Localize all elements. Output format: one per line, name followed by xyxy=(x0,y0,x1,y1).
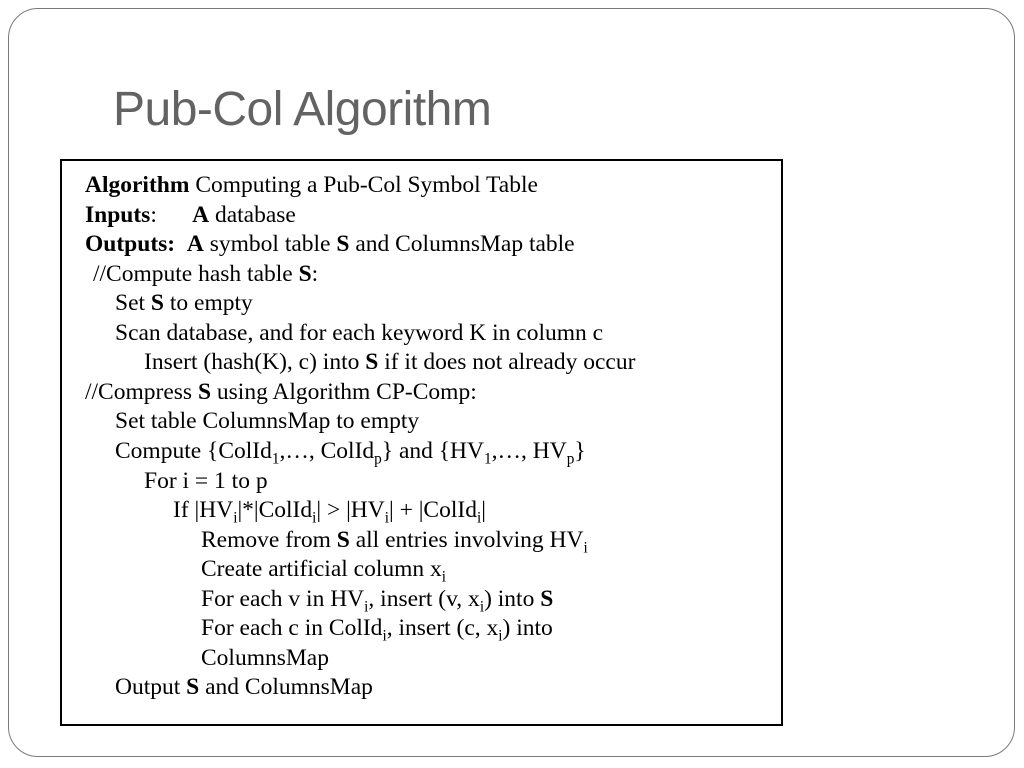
algo-comment-compute: //Compute hash table S: xyxy=(93,261,319,287)
algo-outputs-line: Outputs: A symbol table S and ColumnsMap table xyxy=(85,231,575,257)
algo-create-column-line: Create artificial column $x_i$ xyxy=(201,556,447,586)
algo-set-table-line: Set table ColumnsMap to empty xyxy=(115,408,420,434)
algo-if-line: If $|HV_i|*|ColId_i| > |HV_i|$ + |ColId$_i$| xyxy=(173,497,486,527)
algo-columnsmap-line: ColumnsMap xyxy=(201,645,329,671)
slide-title: Pub-Col Algorithm xyxy=(113,83,492,136)
algo-compute-line: Compute {ColId$_1$,…, ColId$_p$} and {$HV_1,\dots$, $HV_p$} xyxy=(115,438,586,468)
algo-set-s-line: Set S to empty xyxy=(115,290,253,316)
algo-insert-line: Insert (hash(K), c) into S if it does not already occur xyxy=(144,349,636,375)
algo-for-each-c-line: For each c in ColId$_i$, insert (c, $x_i$) into xyxy=(201,615,553,645)
algo-comment-compress: //Compress S using Algorithm CP-Comp: xyxy=(85,379,477,405)
algo-header-line: Algorithm Computing a Pub-Col Symbol Table xyxy=(85,172,538,198)
algo-output-line: Output S and ColumnsMap xyxy=(115,674,373,700)
algo-for-each-v-line: For each v in $HV_i$, insert (v, $x_i$) into S xyxy=(201,586,554,616)
algo-inputs-line: Inputs: A database xyxy=(85,202,296,228)
algo-for-loop-line: For i = 1 to p xyxy=(144,468,268,494)
algo-scan-line: Scan database, and for each keyword K in column c xyxy=(115,320,604,346)
algo-remove-line: Remove from S all entries involving $HV_i$ xyxy=(201,527,588,557)
